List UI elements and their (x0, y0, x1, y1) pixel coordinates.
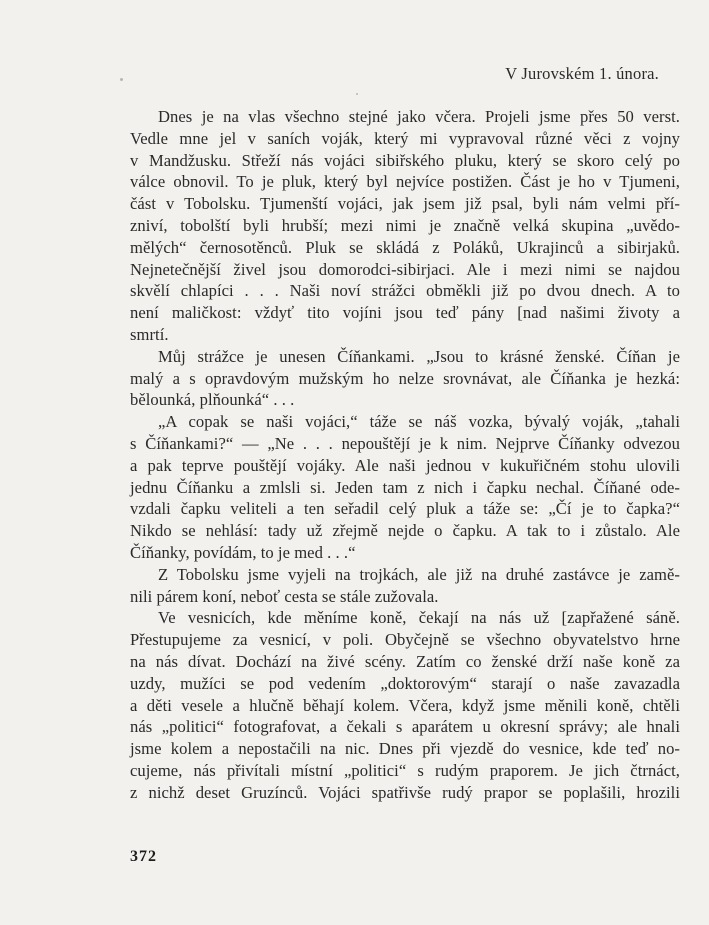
text-line: malý a s opravdovým mužským ho nelze srovnávat, ale Číňanka je hezká: (130, 368, 680, 388)
text-line: jsme kolem a nepostačili na nic. Dnes při vjezdě do vesnice, kde teď no- (130, 739, 680, 759)
text-line: skvělí chlapíci . . . Naši noví strážci obměkli již po dvou dnech. A to (130, 281, 680, 301)
text-line: cujeme, nás přivítali místní „politici“ s rudým praporem. Je jich čtrnáct, (130, 760, 680, 780)
text-line: z nichž deset Gruzínců. Vojáci spatřivše rudý prapor se poplašili, hrozili (130, 782, 680, 802)
text-line: Přestupujeme za vesnicí, v poli. Obyčejně se všechno obyvatelstvo hrne (130, 630, 680, 650)
text-line: Dnes je na vlas všechno stejné jako včera. Projeli jsme přes 50 verst. (158, 107, 680, 126)
text-line: nás „politici“ fotografovat, a čekali s aparátem u okresní správy; ale hnali (130, 717, 680, 737)
text-line: Můj strážce je unesen Číňankami. „Jsou to krásné ženské. Číňan je (158, 346, 680, 366)
text-line: zniví, tobolští byli hrubší; mezi nimi je značně velká skupina „uvědo- (130, 215, 680, 235)
text-line: není maličkost: vždyť tito vojíni jsou teď pány [nad našimi životy a (130, 303, 680, 323)
text-line: Nejnetečnější živel jsou domorodci-sibirjaci. Ale i mezi nimi se najdou (130, 259, 680, 279)
text-line: Číňanky, povídám, to je med . . .“ (130, 542, 356, 562)
text-line: uzdy, mužíci se pod vedením „doktorovým“ starají o naše zavazadla (130, 673, 680, 693)
text-line: Ve vesnicích, kde měníme koně, čekají na nás už [zapřažené sáně. (158, 608, 680, 628)
text-line: v Mandžusku. Střeží nás vojáci sibiřského pluku, který se skoro celý po (130, 150, 680, 170)
text-line: smrtí. (130, 324, 169, 344)
paper-speck (120, 78, 123, 81)
text-line: jednu Číňanku a zmlsli si. Jeden tam z nich i čapku nechal. Číňané ode- (130, 477, 680, 497)
text-line: válce obnovil. To je pluk, který byl nejvíce postižen. Část je ho v Tjumeni, (130, 172, 680, 192)
paper-speck (356, 93, 358, 95)
running-head: V Jurovském 1. února. (505, 64, 659, 83)
text-line: na nás dívat. Dochází na živé scény. Zatím co ženské drží naše koně za (130, 651, 680, 671)
text-line: a děti vesele a hlučně běhají kolem. Včera, když jsme měnili koně, chtěli (130, 695, 680, 715)
text-line: Z Tobolsku jsme vyjeli na trojkách, ale již na druhé zastávce je zamě- (158, 564, 680, 584)
page-number: 372 (130, 848, 157, 865)
text-line: bělounká, plňounká“ . . . (130, 390, 295, 410)
text-line: nili párem koní, neboť cesta se stále zužovala. (130, 586, 439, 606)
text-line: Nikdo se nehlásí: tady už zřejmě nejde o čapku. A tak to i zůstalo. Ale (130, 521, 680, 541)
text-line: a pak teprve pouštějí vojáky. Ale naši jednou v kukuřičném stohu ulovili (130, 455, 680, 475)
text-line: vzdali čapku veliteli a ten seřadil celý pluk a táže se: „Čí je to čapka?“ (130, 499, 680, 519)
text-line: „A copak se naši vojáci,“ táže se náš vozka, bývalý voják, „tahali (158, 412, 680, 432)
text-line: Vedle mne jel v saních voják, který mi vypravoval různé věci z vojny (130, 128, 680, 148)
body-text (130, 106, 680, 804)
text-line: mělých“ černosotěnců. Pluk se skládá z Poláků, Ukrajinců a sibirjaků. (130, 237, 680, 257)
text-line: část v Tobolsku. Tjumenští vojáci, jak jsem již psal, byli nám velmi pří- (130, 194, 680, 214)
text-line: s Číňankami?“ — „Ne . . . nepouštějí je k nim. Nejprve Číňanky odvezou (130, 433, 680, 453)
